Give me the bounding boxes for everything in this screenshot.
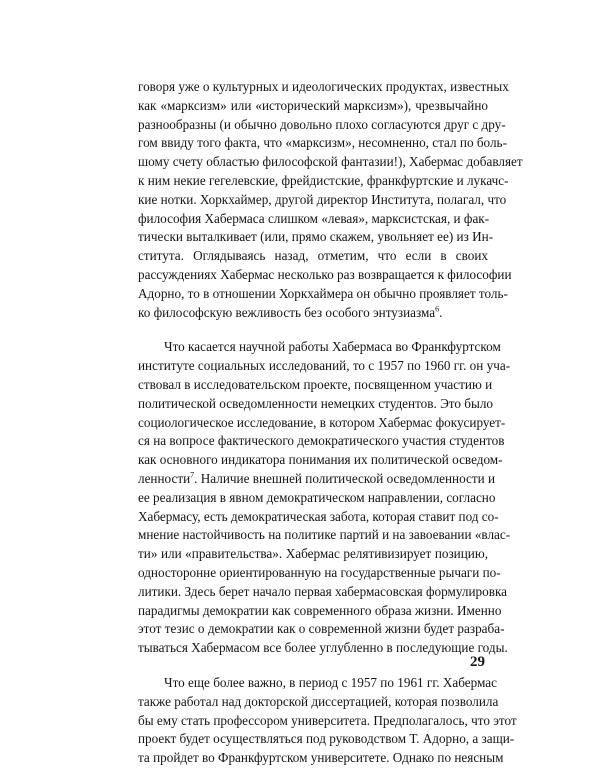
text-line: ствовал в исследовательском проекте, посвященном участию и <box>138 376 493 392</box>
text-line: к ним некие гегелевские, фрейдистские, франкфуртские и лукачс- <box>138 172 509 188</box>
text-line: ститута. Оглядываясь назад, отметим, что если в своих <box>138 248 488 264</box>
text-line: философия Хабермаса слишком «левая», марксистская, и фак- <box>138 210 490 226</box>
footnote-mark: 7 <box>190 470 195 480</box>
text-line: также работал над докторской диссертацией, которая позволила <box>138 693 499 709</box>
text-fragment: . <box>439 304 443 320</box>
text-line: ся на вопросе фактического демократического участия студентов <box>138 433 505 449</box>
text-fragment: ко философскую вежливость без особого энтузиазма <box>138 304 436 320</box>
text-line: ти» или «правительства». Хабермас релятивизирует позицию, <box>138 546 488 562</box>
text-line: как основного индикатора понимания их политической осведом- <box>138 452 503 468</box>
text-line: мнение настойчивость на политике партий и на завоевании «влас- <box>138 527 511 543</box>
text-line: гом ввиду того факта, что «марксизм», несомненно, стал по боль- <box>138 135 507 151</box>
text-line: говоря уже о культурных и идеологических продуктах, известных <box>138 79 509 94</box>
text-line <box>138 304 488 323</box>
text-line: рассуждениях Хабермас несколько раз возвращается к философии <box>138 266 512 282</box>
text-line <box>138 470 496 489</box>
text-fragment: ленности <box>138 470 191 486</box>
text-line: шому счету областью философской фантазии!), Хабермас добавляет <box>138 154 523 170</box>
paragraph-3 <box>138 674 517 768</box>
paragraph-1 <box>138 78 523 322</box>
text-line: Что касается научной работы Хабермаса во Франкфуртском <box>164 339 501 355</box>
text-line: разнообразны (и обычно довольно плохо согласуются друг с дру- <box>138 116 506 132</box>
text-line: та пройдет во Франкфуртском университете. Однако по неясным <box>138 750 504 766</box>
text-line: социологическое исследование, в котором Хабермас фокусирует- <box>138 414 506 430</box>
text-line: литики. Здесь берет начало первая хабермасовская формулировка <box>138 583 508 599</box>
body-text <box>138 78 523 768</box>
text-line: ее реализация в явном демократическом направлении, согласно <box>138 489 496 505</box>
text-line: политической осведомленности немецких студентов. Это было <box>138 395 494 411</box>
text-line: Адорно, то в отношении Хоркхаймера он обычно проявляет толь- <box>138 285 508 301</box>
text-line: проект будет осуществляться под руководством Т. Адорно, а защи- <box>138 731 515 747</box>
text-line: Что еще более важно, в период с 1957 по 1961 гг. Хабермас <box>164 674 497 690</box>
page-number: 29 <box>470 654 485 670</box>
text-line: Хабермасу, есть демократическая забота, которая ставит под со- <box>138 508 499 524</box>
text-line: этот тезис о демократии как о современной жизни будет разраба- <box>138 621 505 637</box>
text-line: бы ему стать профессором университета. Предполагалось, что этот <box>138 712 517 728</box>
paragraph-2 <box>138 338 511 658</box>
text-line: парадигмы демократии как современного образа жизни. Именно <box>138 602 502 618</box>
text-fragment: . Наличие внешней политической осведомленности и <box>194 470 496 486</box>
text-line: тываться Хабермасом все более углубленно в последующие годы. <box>138 640 508 656</box>
text-line: тически выталкивает (или, прямо скажем, увольняет ее) из Ин- <box>138 229 494 245</box>
text-line: кие нотки. Хоркхаймер, другой директор Института, полагал, что <box>138 191 507 207</box>
text-line: институте социальных исследований, то с 1957 по 1960 гг. он уча- <box>138 358 511 374</box>
text-line: односторонне ориентированную на государственные рычаги по- <box>138 564 501 580</box>
footnote-mark: 6 <box>435 304 440 314</box>
text-line: как «марксизм» или «исторический марксизм»), чрезвычайно <box>138 97 488 113</box>
